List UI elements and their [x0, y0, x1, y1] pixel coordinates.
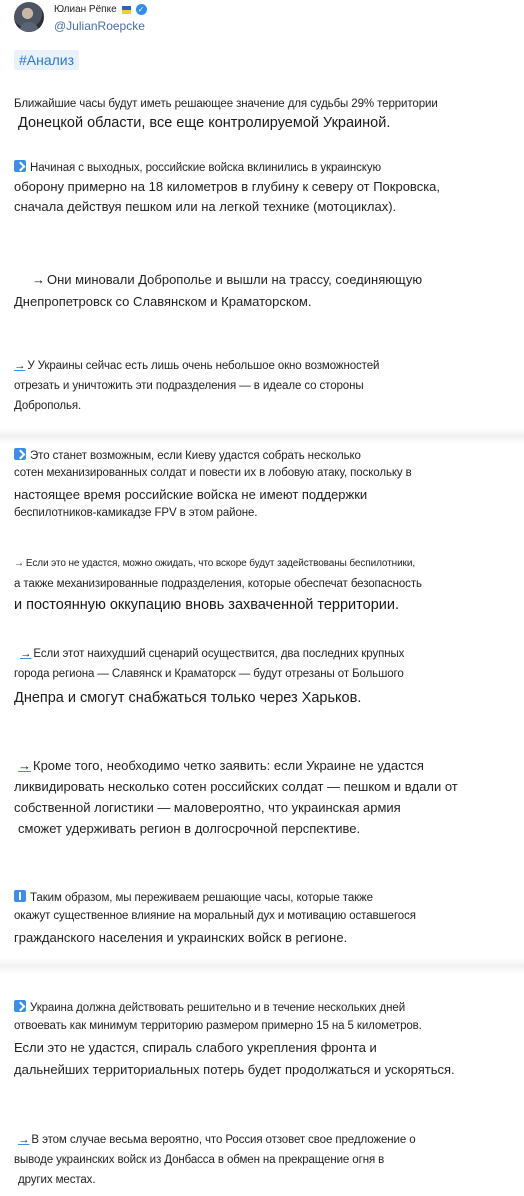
paragraph-line: сотен механизированных солдат и повести их в лобовую атаку, поскольку в [14, 467, 412, 479]
paragraph-line: беспилотников-камикадзе FPV в этом районе. [14, 507, 258, 519]
arrow-right-icon: → [18, 758, 31, 773]
check-square-icon [14, 448, 26, 460]
arrow-right-icon: → [32, 272, 45, 287]
paragraph-1 [14, 98, 514, 131]
paragraph-line: Донецкой области, все еще контролируемой Украиной. [18, 115, 391, 131]
check-square-icon [14, 160, 26, 172]
paragraph-line: собственной логистики — маловероятно, что украинская армия [14, 800, 401, 815]
paragraph-2 [14, 160, 514, 214]
divider [0, 428, 524, 444]
paragraph-line: отрезать и уничтожить эти подразделения — в идеале со стороны [14, 380, 364, 392]
paragraph-line: настоящее время российские войска не имеют поддержки [14, 487, 368, 502]
author-name-row [54, 4, 147, 15]
paragraph-line: а также механизированные подразделения, которые обеспечат безопасность [14, 578, 422, 590]
paragraph-line: Доброполья. [14, 400, 82, 412]
paragraph-5 [14, 448, 514, 519]
author-name[interactable]: Юлиан Рёпке [54, 4, 117, 15]
paragraph-10 [14, 1000, 514, 1077]
paragraph-line: Кроме того, необходимо четко заявить: если Украине не удастся [33, 758, 424, 773]
author-avatar[interactable] [14, 2, 44, 32]
paragraph-line: сначала действуя пешком или на легкой технике (мотоциклах). [14, 199, 397, 214]
paragraph-line: В этом случае весьма вероятно, что Россия отзовет свое предложение о [31, 1134, 416, 1146]
paragraph-11 [14, 1134, 514, 1186]
paragraph-3 [14, 272, 514, 309]
paragraph-line: Ближайшие часы будут иметь решающее значение для судьбы 29% территории [14, 98, 438, 110]
divider [0, 958, 524, 974]
paragraph-8 [14, 758, 514, 836]
verified-badge-icon: ✓ [136, 4, 147, 15]
paragraph-line: отвоевать как минимум территорию размером примерно 15 на 5 километров. [14, 1020, 422, 1032]
paragraph-line: ликвидировать несколько сотен российских солдат — пешком и вдали от [14, 779, 458, 794]
paragraph-9 [14, 890, 514, 945]
paragraph-line: Украина должна действовать решительно и в течение нескольких дней [30, 1002, 406, 1014]
hashtag-link[interactable]: #Анализ [14, 50, 79, 70]
arrow-right-icon: → [20, 648, 32, 660]
paragraph-line: города региона — Славянск и Краматорск — будут отрезаны от Большого [14, 668, 404, 680]
paragraph-7 [14, 648, 514, 706]
paragraph-line: Таким образом, мы переживаем решающие часы, которые также [30, 892, 373, 904]
paragraph-line: Днепропетровск со Славянском и Краматорском. [14, 294, 312, 309]
paragraph-line: других местах. [18, 1174, 96, 1186]
paragraph-line: окажут существенное влияние на моральный дух и мотивацию оставшегося [14, 910, 416, 922]
paragraph-line: дальнейших территориальных потерь будет продолжаться и ускоряться. [14, 1062, 455, 1077]
arrow-right-icon: → [14, 360, 26, 372]
paragraph-line: выводе украинских войск из Донбасса в обмен на прекращение огня в [14, 1154, 385, 1166]
paragraph-line: гражданского населения и украинских войск в регионе. [14, 930, 348, 945]
post-header [14, 2, 510, 36]
author-handle[interactable]: @JulianRoepcke [54, 19, 145, 33]
paragraph-line: оборону примерно на 18 километров в глубину к северу от Покровска, [14, 179, 441, 194]
arrow-right-icon: → [14, 558, 24, 569]
paragraph-line: Днепра и смогут снабжаться только через Харьков. [14, 690, 362, 706]
paragraph-line: Они миновали Доброполье и вышли на трассу, соединяющую [47, 272, 423, 287]
paragraph-line: Если это не удастся, можно ожидать, что вскоре будут задействованы беспилотники, [25, 558, 415, 569]
paragraph-6 [14, 558, 514, 613]
paragraph-line: Если это не удастся, спираль слабого укрепления фронта и [14, 1040, 377, 1055]
paragraph-line: сможет удерживать регион в долгосрочной перспективе. [18, 821, 361, 836]
paragraph-line: Начиная с выходных, российские войска вклинились в украинскую [30, 162, 382, 174]
paragraph-line: Если этот наихудший сценарий осуществится, два последних крупных [33, 648, 405, 660]
paragraph-line: Это станет возможным, если Киеву удастся собрать несколько [30, 450, 361, 462]
bar-square-icon [14, 890, 26, 902]
paragraph-line: и постоянную оккупацию вновь захваченной территории. [14, 597, 399, 613]
paragraph-4 [14, 360, 514, 412]
check-square-icon [14, 1000, 26, 1012]
paragraph-line: У Украины сейчас есть лишь очень небольшое окно возможностей [27, 360, 380, 372]
ukraine-flag-icon [122, 6, 131, 14]
arrow-right-icon: → [18, 1134, 30, 1146]
